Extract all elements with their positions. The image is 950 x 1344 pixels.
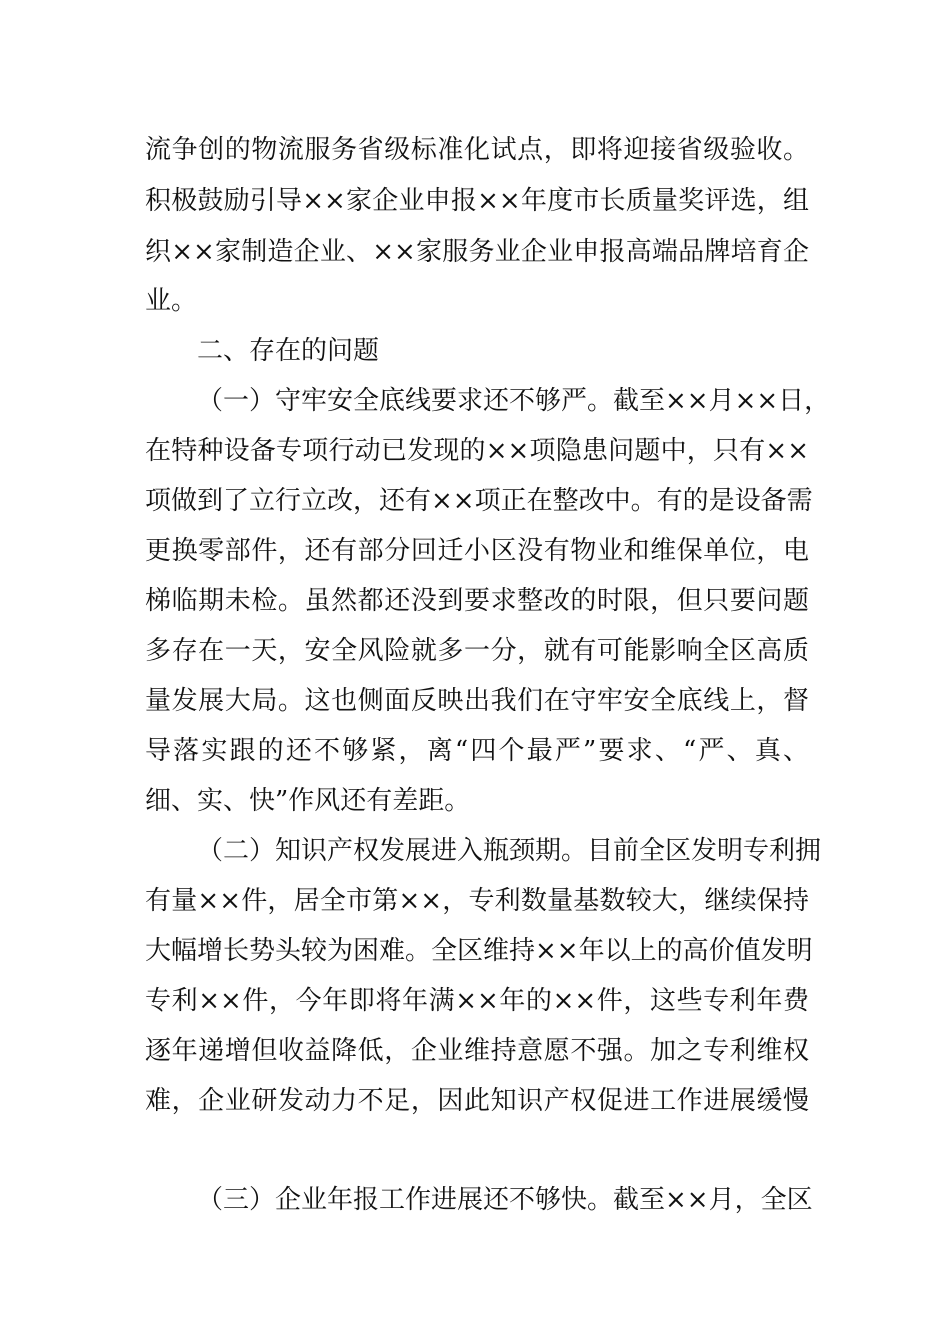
paragraph-line: 逐年递增但收益降低，企业维持意愿不强。加之专利维权 [145,1036,809,1066]
paragraph-line: 项做到了立行立改，还有××项正在整改中。有的是设备需 [145,486,813,516]
paragraph-line: 导落实跟的还不够紧，离“四个最严”要求、“严、真、 [145,736,809,766]
paragraph-line: 大幅增长势头较为困难。全区维持××年以上的高价值发明 [145,936,813,966]
paragraph-line: （三）企业年报工作进展还不够快。截至××月，全区 [197,1185,813,1215]
paragraph-line: 细、实、快”作风还有差距。 [145,786,471,816]
section-heading: 二、存在的问题 [197,336,380,366]
paragraph-line: 难，企业研发动力不足，因此知识产权促进工作进展缓慢 [145,1086,809,1116]
paragraph-line: 业。 [145,286,198,316]
paragraph-line: 多存在一天，安全风险就多一分，就有可能影响全区高质 [145,636,809,666]
paragraph-line: （二）知识产权发展进入瓶颈期。目前全区发明专利拥 [197,836,822,866]
paragraph-line: 有量××件，居全市第××，专利数量基数较大，继续保持 [145,886,809,916]
paragraph-line: 织××家制造企业、××家服务业企业申报高端品牌培育企 [145,237,809,267]
paragraph-line: 更换零部件，还有部分回迁小区没有物业和维保单位，电 [145,536,809,566]
paragraph-line: 量发展大局。这也侧面反映出我们在守牢安全底线上，督 [145,686,809,716]
paragraph-line: 积极鼓励引导××家企业申报××年度市长质量奖评选，组 [145,186,809,216]
paragraph-line: 梯临期未检。虽然都还没到要求整改的时限，但只要问题 [145,586,809,616]
paragraph-line: （一）守牢安全底线要求还不够严。截至××月××日， [197,386,831,416]
paragraph-line: 在特种设备专项行动已发现的××项隐患问题中，只有×× [145,436,809,466]
paragraph-line: 流争创的物流服务省级标准化试点，即将迎接省级验收。 [145,135,809,165]
paragraph-line: 专利××件，今年即将年满××年的××件，这些专利年费 [145,986,809,1016]
